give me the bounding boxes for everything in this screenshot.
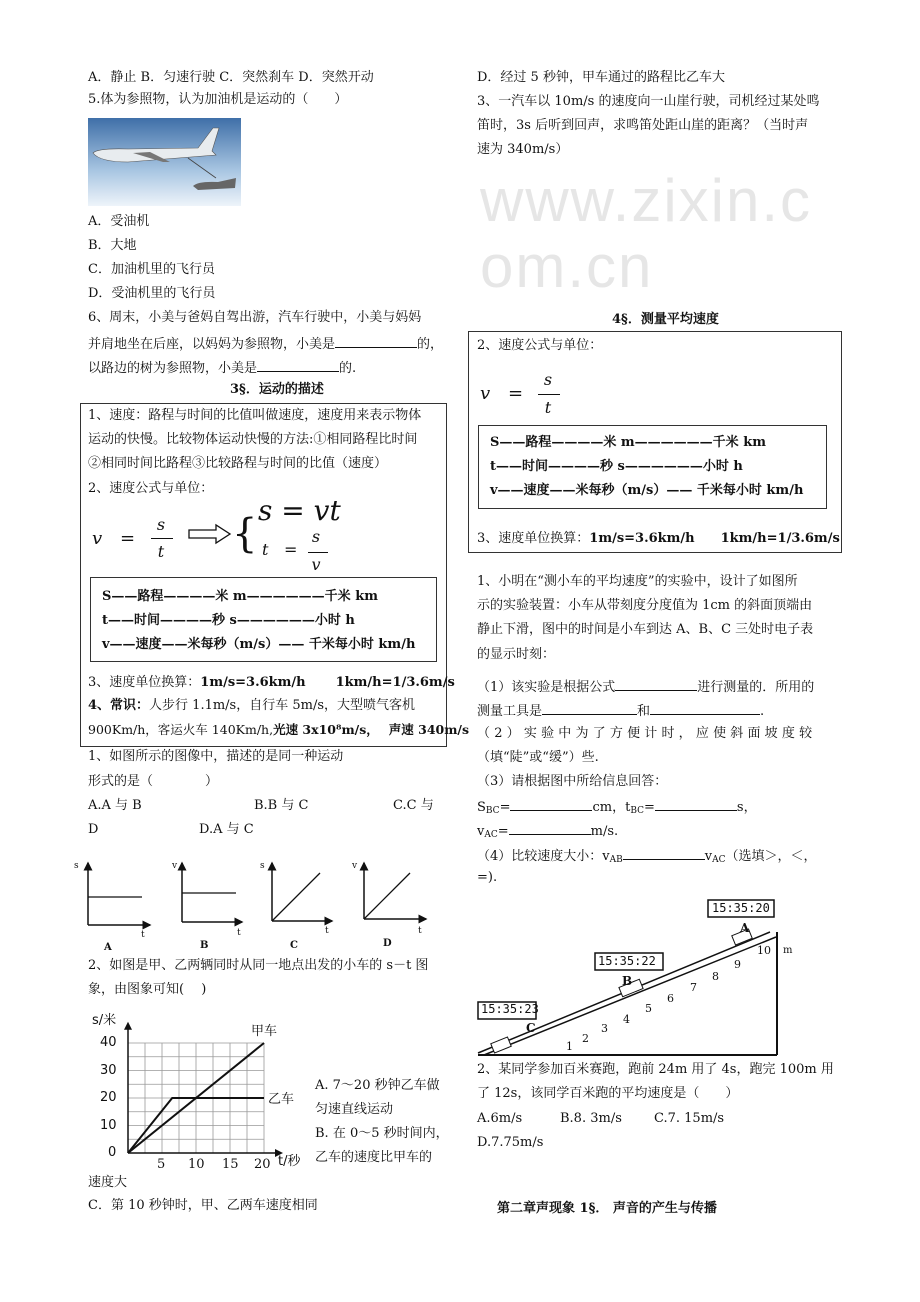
- formula-label: 2、速度公式与单位：: [88, 481, 214, 496]
- text: v: [477, 824, 485, 839]
- fraction-bar: [538, 394, 560, 395]
- q5-option-c: C．加油机里的飞行员: [88, 262, 215, 277]
- text: BC: [630, 806, 644, 816]
- speed-def-line3: ②相同时间比路程③比较路程与时间的比值（速度）: [88, 456, 388, 471]
- time-display-c: 15:35:23: [481, 1002, 539, 1016]
- tool-blank-2[interactable]: [650, 701, 760, 715]
- exp-part2-line2: （填“陡”或“缓”）些.: [477, 750, 599, 765]
- q2-option-a-line1: A. 7～20 秒钟乙车做: [315, 1078, 440, 1093]
- st-chart-ylabel: s/米: [92, 1013, 117, 1028]
- scale-tick: 9: [734, 958, 741, 971]
- text: AC: [712, 855, 726, 865]
- speed-def-line2: 运动的快慢。比较物体运动快慢的方法:①相同路程比时间: [88, 432, 418, 447]
- q1-option-c-cont: D: [88, 822, 99, 837]
- compare-blank[interactable]: [623, 846, 705, 860]
- st-chart-xlabel: t/秒: [278, 1154, 301, 1169]
- st-ytick: 40: [100, 1035, 117, 1050]
- watermark: www.zixin.com.cn: [480, 167, 813, 300]
- st-ytick: 10: [100, 1118, 117, 1133]
- formula-v: v: [92, 528, 103, 549]
- graph-d-ylabel: v: [352, 861, 358, 871]
- scale-tick: 7: [690, 981, 697, 994]
- exp-part3-vac: [477, 821, 618, 844]
- exp-part4-line1: [477, 846, 817, 869]
- text: s，: [736, 800, 757, 815]
- formula-t2: t: [262, 540, 269, 559]
- q1-stem-line1: 1、如图所示的图像中，描述的是同一种运动: [88, 749, 344, 764]
- scale-tick: 3: [601, 1022, 608, 1035]
- unit-row-t: t——时间————秒 s——————小时 h: [490, 459, 743, 474]
- q3-line1: 3、一汽车以 10m/s 的速度向一山崖行驶，司机经过某处鸣: [477, 94, 820, 109]
- st-ytick: 30: [100, 1063, 117, 1078]
- graph-d-xlabel: t: [418, 926, 422, 936]
- scale-tick: 5: [645, 1002, 652, 1015]
- text: cm，: [592, 800, 626, 815]
- text: S: [477, 800, 486, 815]
- exp-stem-line2: 示的实验装置：小车从带刻度分度值为 1cm 的斜面顶端由: [477, 598, 813, 613]
- scale-tick: 10: [757, 944, 771, 957]
- q2-option-a-line2: 匀速直线运动: [315, 1102, 394, 1117]
- text: =: [644, 800, 655, 815]
- q2b-option-b: B.8. 3m/s: [560, 1111, 622, 1126]
- formula-svt: s = vt: [258, 494, 341, 527]
- q6-text: 的.: [339, 361, 357, 376]
- unit-row-t: t——时间————秒 s——————小时 h: [102, 613, 355, 628]
- speed-def-line1: 1、速度：路程与时间的比值叫做速度，速度用来表示物体: [88, 408, 422, 423]
- time-display-b: 15:35:22: [598, 954, 656, 968]
- q2b-option-c: C.7. 15m/s: [654, 1111, 725, 1126]
- series-label-jia: 甲车: [251, 1024, 278, 1039]
- point-c-label: C: [526, 1021, 536, 1035]
- brace: {: [232, 511, 258, 557]
- q1-option-b: B.B 与 C: [254, 798, 309, 813]
- graph-c-label: C: [290, 940, 298, 951]
- text: 进行测量的．所用的: [697, 680, 815, 695]
- cart-c: [491, 1037, 511, 1053]
- unit-row-s: S——路程————米 m——————千米 km: [490, 435, 766, 450]
- q1-option-d: D.A 与 C: [199, 822, 254, 837]
- text: （选填＞，＜，: [725, 849, 817, 864]
- q2b-line2: 了 12s，该同学百米跑的平均速度是（ ）: [477, 1086, 739, 1101]
- chapter2-title: 第二章声现象 1§． 声音的产生与传播: [497, 1201, 717, 1216]
- st-xtick: 20: [254, 1157, 271, 1172]
- q2-stem-line1: 2、如图是甲、乙两辆同时从同一地点出发的小车的 s－t 图: [88, 958, 429, 973]
- exp-part4-line2: =).: [477, 870, 498, 885]
- graph-a-ylabel: s: [74, 861, 79, 871]
- text: m/s.: [590, 824, 619, 839]
- st-xtick: 5: [157, 1157, 166, 1172]
- text: （4）比较速度大小：: [477, 849, 603, 864]
- tbc-blank[interactable]: [655, 797, 737, 811]
- text: AC: [484, 830, 498, 840]
- q2b-line1: 2、某同学参加百米赛跑，跑前 24m 用了 4s，跑完 100m 用: [477, 1062, 834, 1077]
- point-b-label: B: [622, 974, 633, 988]
- q2-option-d: D．经过 5 秒钟，甲车通过的路程比乙车大: [477, 70, 725, 85]
- formula-t: t: [157, 542, 165, 561]
- graph-b-xlabel: t: [237, 928, 241, 938]
- formula-eq2: =: [284, 540, 298, 559]
- graph-b-ylabel: v: [172, 861, 178, 871]
- q2-option-b-line2: 乙车的速度比甲车的: [315, 1150, 433, 1165]
- unit-row-v: v——速度——米每秒（m/s）—— 千米每小时 km/h: [102, 637, 416, 652]
- q4-options: A．静止 B．匀速行驶 C．突然刹车 D．突然开动: [88, 70, 374, 85]
- conv2: 1km/h=1/3.6m/s: [335, 675, 455, 690]
- st-ytick: 0: [108, 1145, 117, 1160]
- y-axis-arrow-icon: [124, 1022, 132, 1030]
- exp-part2-line1: （2）实验中为了方便计时，应使斜面坡度较: [477, 726, 817, 741]
- text: BC: [485, 806, 500, 816]
- text: 和: [637, 704, 651, 719]
- exp-part1-line1: [477, 677, 814, 697]
- section4-title: 4§．测量平均速度: [612, 312, 719, 327]
- vac-blank[interactable]: [509, 821, 591, 835]
- common-label: 4、常识：: [88, 698, 150, 713]
- common-text: 900Km/h，客运火车 140Km/h,: [88, 722, 274, 737]
- exp-stem-line1: 1、小明在“测小车的平均速度”的实验中，设计了如图所: [477, 574, 798, 589]
- q5-option-b: B．大地: [88, 238, 137, 253]
- exp-stem-line4: 的显示时刻：: [477, 647, 556, 662]
- unit-row-s: S——路程————米 m——————千米 km: [102, 589, 378, 604]
- unit-row-v: v——速度——米每秒（m/s）—— 千米每小时 km/h: [490, 483, 804, 498]
- formula-eq: =: [508, 383, 524, 404]
- text: =: [499, 800, 511, 815]
- common-text: 人步行 1.1m/s，自行车 5m/s，大型喷气客机: [149, 698, 416, 713]
- st-xtick: 10: [188, 1157, 205, 1172]
- text: t: [625, 800, 631, 815]
- graph-c-ylabel: s: [260, 861, 265, 871]
- tool-blank-1[interactable]: [542, 701, 637, 715]
- q2b-option-d: D.7.75m/s: [477, 1135, 544, 1150]
- formula-s: s: [543, 370, 553, 389]
- graph-a-label: A: [104, 942, 112, 953]
- st-ytick: 20: [100, 1090, 117, 1105]
- formula-v2: v: [311, 555, 321, 574]
- q6-text: 的，: [417, 337, 444, 352]
- conv1: 1m/s=3.6km/h: [589, 531, 695, 546]
- text: AB: [609, 855, 623, 865]
- formula-eq: =: [120, 528, 136, 549]
- exp-part1-line2: [477, 701, 764, 721]
- point-a-label: A: [740, 921, 750, 935]
- text: （1）该实验是根据公式: [477, 680, 616, 695]
- conv1: 1m/s=3.6km/h: [200, 675, 306, 690]
- q5-option-d: D．受油机里的飞行员: [88, 286, 216, 301]
- q6-line1: 6、周末，小美与爸妈自驾出游，汽车行驶中，小美与妈妈: [88, 310, 422, 325]
- formula-s: s: [156, 515, 166, 534]
- formula-t: t: [544, 398, 552, 417]
- st-xtick: 15: [222, 1157, 239, 1172]
- q6-text: 并肩地坐在后座，以妈妈为参照物，小美是: [88, 337, 336, 352]
- q2-option-c: C．第 10 秒钟时，甲、乙两车速度相同: [88, 1198, 318, 1213]
- graph-a-xlabel: t: [141, 930, 145, 940]
- q5-stem: 5.体为参照物，认为加油机是运动的（ ）: [88, 92, 348, 107]
- q2-stem-line2: 象，由图象可知( ): [88, 982, 207, 997]
- q6-text: 以路边的树为参照物，小美是: [88, 361, 258, 376]
- text: .: [760, 704, 765, 719]
- unit-conversion: [477, 530, 840, 548]
- exp-part3: （3）请根据图中所给信息回答：: [477, 774, 668, 789]
- graph-b-label: B: [200, 940, 209, 951]
- series-label-yi: 乙车: [268, 1092, 295, 1107]
- conv2: 1km/h=1/3.6m/s: [720, 531, 840, 546]
- light-speed: 光速 3x10⁸m/s，: [273, 722, 379, 737]
- formula-blank[interactable]: [615, 677, 697, 691]
- q1-stem-line2: 形式的是（ ）: [88, 774, 219, 789]
- section3-title: 3§．运动的描述: [230, 382, 324, 397]
- text: v: [602, 849, 610, 864]
- exp-part3-sbc: [477, 797, 757, 820]
- sbc-blank[interactable]: [510, 797, 592, 811]
- graph-c-xlabel: t: [325, 926, 329, 936]
- text: v: [704, 849, 713, 864]
- q3-line3: 速为 340m/s）: [477, 142, 569, 157]
- q2-option-b-line3: 速度大: [88, 1175, 128, 1190]
- graph-d-label: D: [383, 938, 392, 949]
- formula-s2: s: [311, 527, 321, 546]
- formula-label: 2、速度公式与单位：: [477, 338, 603, 353]
- exp-stem-line3: 静止下滑，图中的时间是小车到达 A、B、C 三处时电子表: [477, 622, 814, 637]
- text: 测量工具是: [477, 704, 543, 719]
- conv-label: 3、速度单位换算：: [88, 675, 201, 690]
- scale-tick: 4: [623, 1013, 630, 1026]
- conv-label: 3、速度单位换算：: [477, 531, 590, 546]
- formula-v: v: [480, 383, 491, 404]
- q3-line2: 笛时，3s 后听到回声，求鸣笛处距山崖的距离？（当时声: [477, 118, 809, 133]
- scale-tick: 6: [667, 992, 674, 1005]
- q5-option-a: A．受油机: [88, 214, 150, 229]
- q2-option-b-line1: B. 在 0～5 秒时间内，: [315, 1126, 449, 1141]
- q2b-option-a: A.6m/s: [477, 1111, 523, 1126]
- scale-unit: m: [783, 945, 793, 956]
- text: =: [497, 824, 509, 839]
- q1-option-c: C.C 与: [393, 798, 434, 813]
- scale-tick: 8: [712, 970, 719, 983]
- time-display-a: 15:35:20: [712, 901, 770, 915]
- scale-tick: 1: [566, 1040, 573, 1053]
- scale-tick: 2: [582, 1032, 589, 1045]
- q1-option-a: A.A 与 B: [88, 798, 142, 813]
- sound-speed: 声速 340m/s: [388, 722, 470, 737]
